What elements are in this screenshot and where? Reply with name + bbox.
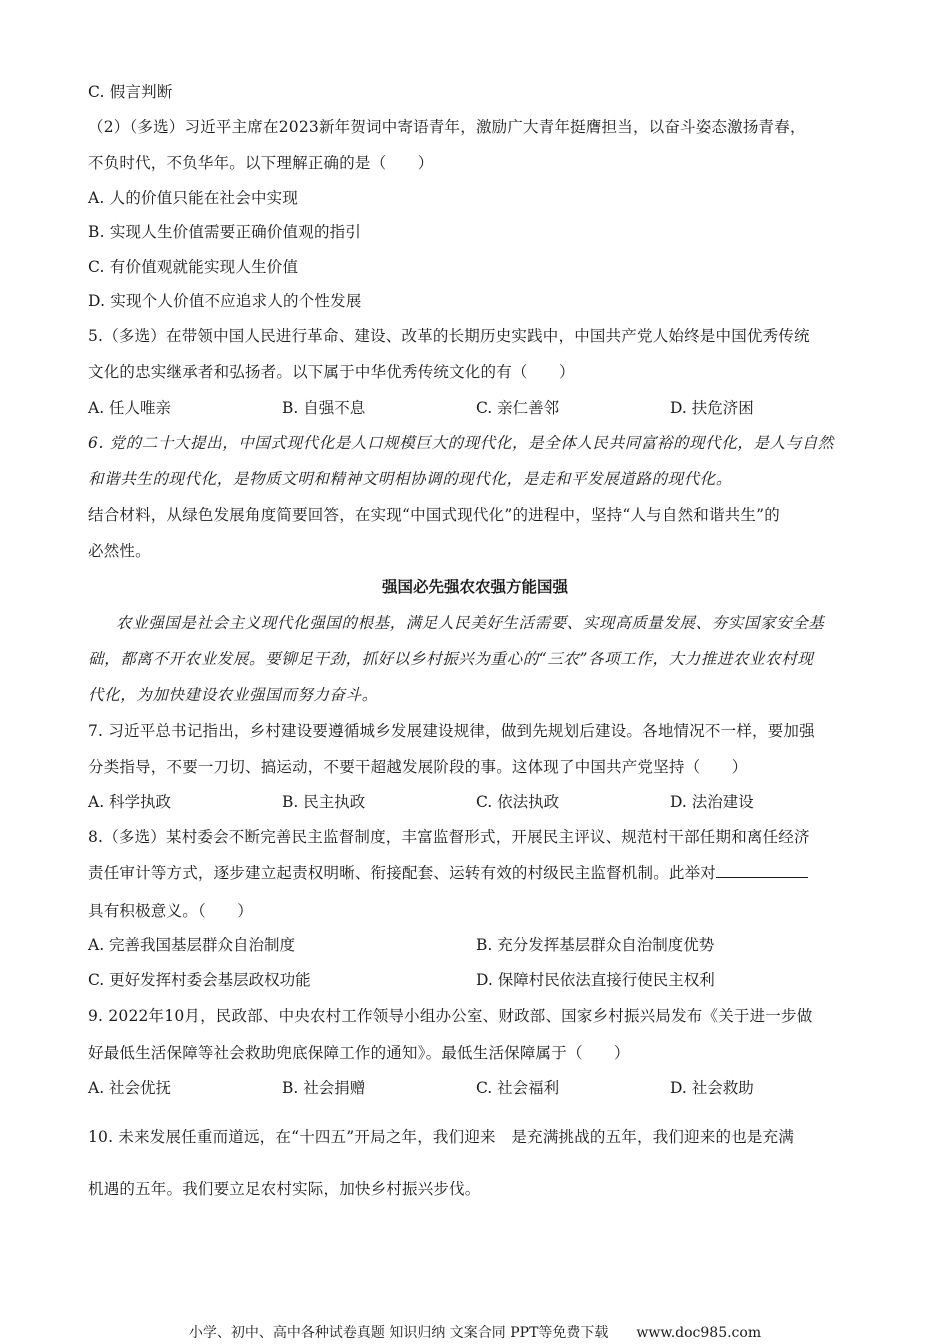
question-6-prompt-cont: 必然性。 <box>88 542 151 560</box>
question-2-text: （2）（多选）习近平主席在2023新年贺词中寄语青年，激励广大青年挺膺担当，以奋斗姿态激扬青春， <box>88 118 806 136</box>
material-paragraph: 农业强国是社会主义现代化强国的根基，满足人民美好生活需要、实现高质量发展、夯实国家安全基 <box>116 614 825 632</box>
question-6-text: 6. 党的二十大提出，中国式现代化是人口规模巨大的现代化，是全体人民共同富裕的现代化，是人与自然 <box>88 434 835 452</box>
question-8-text-end: 具有积极意义。（ ） <box>88 902 253 920</box>
question-2-option-c: C. 有价值观就能实现人生价值 <box>88 258 299 276</box>
question-8-option-a: A. 完善我国基层群众自治制度 <box>88 936 296 954</box>
material-paragraph-end: 代化，为加快建设农业强国而努力奋斗。 <box>88 686 378 704</box>
question-5-option-a: A. 任人唯亲 <box>88 399 172 417</box>
question-2-option-a: A. 人的价值只能在社会中实现 <box>88 189 299 207</box>
question-9-option-c: C. 社会福利 <box>476 1079 560 1097</box>
question-5-option-d: D. 扶危济困 <box>670 399 754 417</box>
question-7-text: 7. 习近平总书记指出，乡村建设要遵循城乡发展建设规律，做到先规划后建设。各地情况不一样，要加强 <box>88 722 815 740</box>
option-line: C. 假言判断 <box>88 83 173 101</box>
question-5-text: 5.（多选）在带领中国人民进行革命、建设、改革的长期历史实践中，中国共产党人始终是中国优秀传统 <box>88 327 810 345</box>
question-5-text-cont: 文化的忠实继承者和弘扬者。以下属于中华优秀传统文化的有（ ） <box>88 363 575 381</box>
question-8-text-cont <box>88 862 863 884</box>
question-2-option-b: B. 实现人生价值需要正确价值观的指引 <box>88 223 362 241</box>
question-9-option-d: D. 社会救助 <box>670 1079 754 1097</box>
question-2-option-d: D. 实现个人价值不应追求人的个性发展 <box>88 292 362 310</box>
question-8-text: 8.（多选）某村委会不断完善民主监督制度，丰富监督形式，开展民主评议、规范村干部任期和离任经济 <box>88 828 810 846</box>
question-7-option-a: A. 科学执政 <box>88 793 172 811</box>
question-8-option-b: B. 充分发挥基层群众自治制度优势 <box>476 936 715 954</box>
question-7-text-cont: 分类指导，不要一刀切、搞运动，不要干超越发展阶段的事。这体现了中国共产党坚持（ ） <box>88 758 748 776</box>
question-9-text-cont: 好最低生活保障等社会救助兜底保障工作的通知》。最低生活保障属于（ ） <box>88 1044 630 1062</box>
question-8-option-d: D. 保障村民依法直接行使民主权利 <box>476 971 715 989</box>
question-5-option-b: B. 自强不息 <box>282 399 366 417</box>
section-title: 强国必先强农农强方能国强 <box>381 578 568 596</box>
material-paragraph-cont: 础，都离不开农业发展。要铆足干劲，抓好以乡村振兴为重心的“三农”各项工作，大力推进农业农村现 <box>88 650 814 668</box>
question-10-text-cont: 机遇的五年。我们要立足农村实际，加快乡村振兴步伐。 <box>88 1180 481 1198</box>
page-footer: 小学、初中、高中各种试卷真题 知识归纳 文案合同 PPT等免费下载 www.doc985.com <box>188 1325 762 1341</box>
question-7-option-c: C. 依法执政 <box>476 793 560 811</box>
question-7-option-b: B. 民主执政 <box>282 793 366 811</box>
question-9-option-b: B. 社会捐赠 <box>282 1079 366 1097</box>
question-6-prompt: 结合材料，从绿色发展角度简要回答，在实现“中国式现代化”的进程中，坚持“人与自然和谐共生”的 <box>88 506 780 524</box>
question-9-option-a: A. 社会优抚 <box>88 1079 172 1097</box>
question-8-text-span: 责任审计等方式，逐步建立起责权明晰、衔接配套、运转有效的村级民主监督机制。此举对 <box>88 864 717 882</box>
question-7-option-d: D. 法治建设 <box>670 793 754 811</box>
question-8-option-c: C. 更好发挥村委会基层政权功能 <box>88 971 311 989</box>
question-6-text-cont: 和谐共生的现代化，是物质文明和精神文明相协调的现代化，是走和平发展道路的现代化。 <box>88 470 733 488</box>
answer-blank <box>716 863 808 878</box>
question-10-text: 10. 未来发展任重而道远，在“十四五”开局之年，我们迎来 是充满挑战的五年，我们迎来的也是充满 <box>88 1128 795 1146</box>
question-9-text: 9. 2022年10月，民政部、中央农村工作领导小组办公室、财政部、国家乡村振兴局发布《关于进一步做 <box>88 1007 813 1025</box>
question-2-text-cont: 不负时代，不负华年。以下理解正确的是（ ） <box>88 154 434 172</box>
question-5-option-c: C. 亲仁善邻 <box>476 399 560 417</box>
